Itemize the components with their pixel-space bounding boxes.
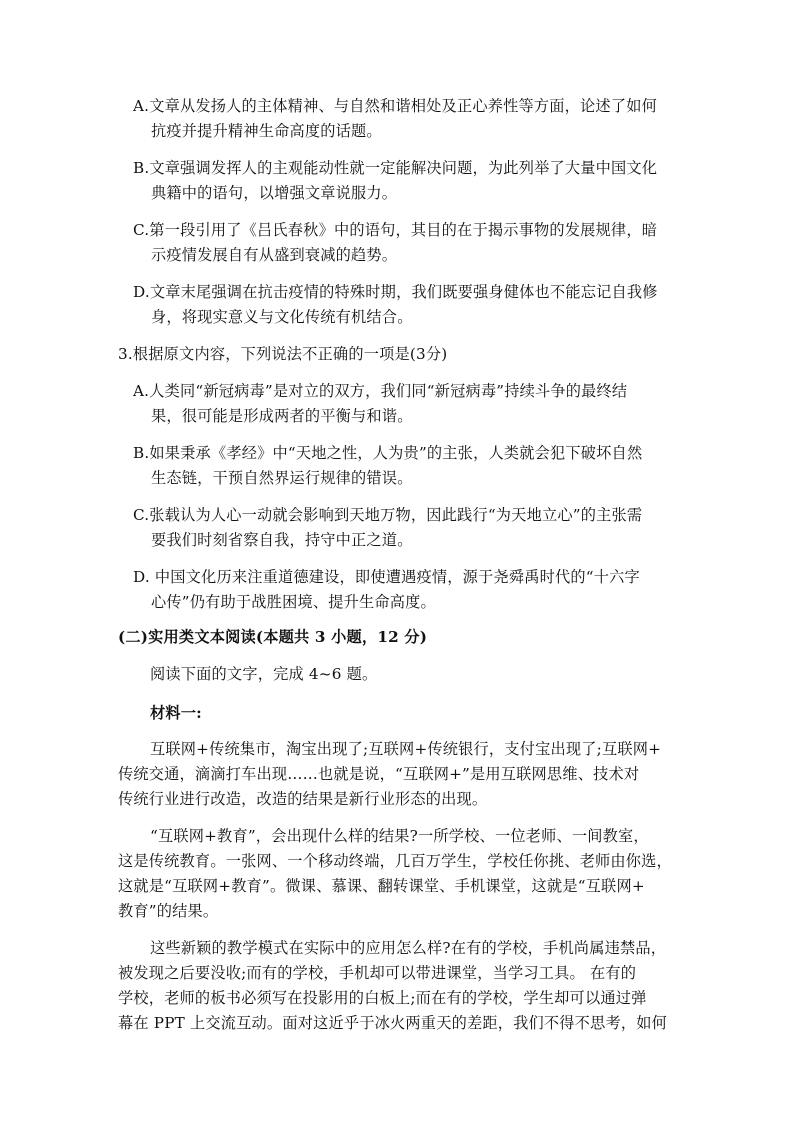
section-instruction: 阅读下面的文字，完成 4~6 题。 xyxy=(150,665,378,683)
paragraph-1-line2: 传统交通，滴滴打车出现……也就是说，“互联网+”是用互联网思维、技术对 xyxy=(118,765,640,783)
q3-option-b-line1: B.如果秉承《孝经》中“天地之性，人为贵”的主张，人类就会犯下破坏自然 xyxy=(133,444,643,462)
q2-option-d-line2: 身，将现实意义与文化传统有机结合。 xyxy=(151,308,413,326)
q2-option-b-line2: 典籍中的语句，以增强文章说服力。 xyxy=(151,184,398,202)
q2-option-c-line2: 示疫情发展自有从盛到衰减的趋势。 xyxy=(151,246,398,264)
q3-stem: 3.根据原文内容，下列说法不正确的一项是(3分) xyxy=(118,345,448,363)
q2-option-a-line2: 抗疫并提升精神生命高度的话题。 xyxy=(151,122,382,140)
paragraph-2-line3: 这就是“互联网+教育”。微课、慕课、翻转课堂、手机课堂，这就是“互联网+ xyxy=(118,877,645,895)
q3-option-c-line1: C.张载认为人心一动就会影响到天地万物，因此践行“为天地立心”的主张需 xyxy=(133,506,643,524)
q2-option-c-line1: C.第一段引用了《吕氏春秋》中的语句，其目的在于揭示事物的发展规律，暗 xyxy=(133,221,658,239)
q3-option-d-line2: 心传”仍有助于战胜困境、提升生命高度。 xyxy=(151,593,436,611)
paragraph-3-line1: 这些新颖的教学模式在实际中的应用怎么样?在有的学校，手机尚属违禁品， xyxy=(150,939,667,957)
q3-option-a-line2: 果，很可能是形成两者的平衡与和谐。 xyxy=(151,407,413,425)
q3-option-c-line2: 要我们时刻省察自我，持守中正之道。 xyxy=(151,531,413,549)
paragraph-2-line2: 这是传统教育。一张网、一个移动终端，几百万学生，学校任你挑、老师由你选， xyxy=(118,852,672,870)
section-heading: (二)实用类文本阅读(本题共 3 小题，12 分) xyxy=(118,628,428,646)
paragraph-1-line1: 互联网+传统集市，淘宝出现了;互联网+传统银行，支付宝出现了;互联网+ xyxy=(150,740,662,758)
paragraph-2-line1: “互联网+教育”，会出现什么样的结果?一所学校、一位老师、一间教室， xyxy=(150,827,649,845)
q3-option-a-line1: A.人类同“新冠病毒”是对立的双方，我们同“新冠病毒”持续斗争的最终结 xyxy=(133,382,628,400)
q3-option-d-line1: D. 中国文化历来注重道德建设，即使遭遇疫情，源于尧舜禹时代的“十六字 xyxy=(133,568,640,586)
q2-option-a-line1: A.文章从发扬人的主体精神、与自然和谐相处及正心养性等方面，论述了如何 xyxy=(133,97,657,115)
q3-option-b-line2: 生态链，干预自然界运行规律的错误。 xyxy=(151,469,413,487)
paragraph-3-line4: 幕在 PPT 上交流互动。面对这近乎于冰火两重天的差距，我们不得不思考，如何 xyxy=(118,1014,668,1032)
q2-option-d-line1: D.文章末尾强调在抗击疫情的特殊时期，我们既要强身健体也不能忘记自我修 xyxy=(133,283,658,301)
paragraph-1-line3: 传统行业进行改造，改造的结果是新行业形态的出现。 xyxy=(118,790,488,808)
q2-option-b-line1: B.文章强调发挥人的主观能动性就一定能解决问题，为此列举了大量中国文化 xyxy=(133,159,658,177)
paragraph-3-line3: 学校，老师的板书必须写在投影用的白板上;而在有的学校，学生却可以通过弹 xyxy=(118,989,647,1007)
material-label: 材料一: xyxy=(150,704,202,722)
paragraph-2-line4: 教育”的结果。 xyxy=(118,902,219,920)
paragraph-3-line2: 被发现之后要没收;而有的学校，手机却可以带进课堂，当学习工具。 在有的 xyxy=(118,964,637,982)
